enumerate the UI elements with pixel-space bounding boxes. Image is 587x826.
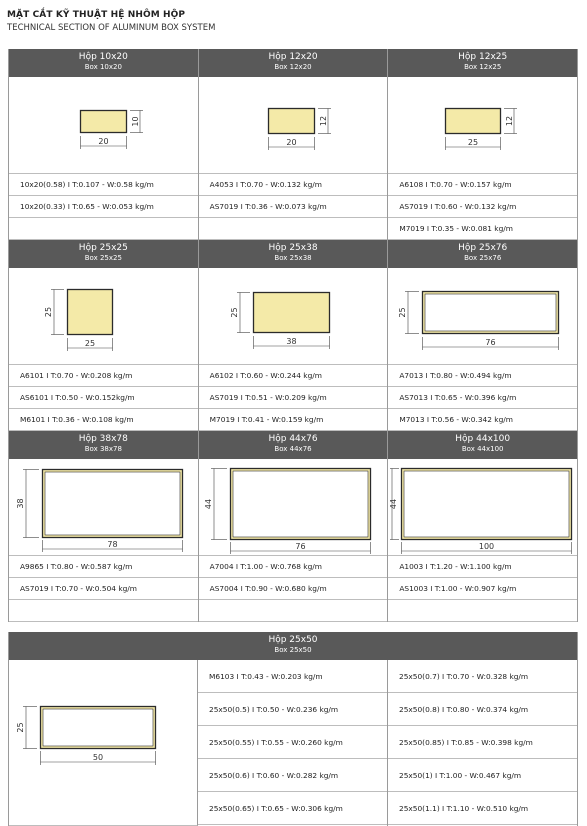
profile-svg xyxy=(388,268,577,365)
profile-drawing xyxy=(9,660,198,826)
dim-width-label: 20 xyxy=(98,137,109,146)
card-subtitle: Box 44x76 xyxy=(274,445,312,453)
profile-svg xyxy=(199,268,388,365)
dim-width-label: 50 xyxy=(92,753,104,762)
profile-rect xyxy=(253,293,329,333)
card-subtitle: Box 25x50 xyxy=(274,646,312,654)
spec-row: 25x50(1.1) I T:1.10 - W:0.510 kg/m xyxy=(388,792,577,825)
profile-drawing xyxy=(388,268,577,365)
profile-svg xyxy=(9,77,198,174)
section-box-25x50 xyxy=(8,632,578,826)
profile-svg xyxy=(9,459,198,556)
card-header xyxy=(199,240,388,268)
spec-row xyxy=(9,600,198,622)
card-subtitle: Box 25x38 xyxy=(274,254,312,262)
card-subtitle: Box 12x20 xyxy=(274,63,312,71)
spec-row xyxy=(9,218,198,240)
dim-width-label: 20 xyxy=(286,138,297,147)
card-title: Hộp 10x20 xyxy=(78,52,128,62)
spec-row: A4053 I T:0.70 - W:0.132 kg/m xyxy=(199,174,388,196)
dim-width-label: 100 xyxy=(479,542,495,551)
profile-svg xyxy=(388,77,577,174)
card-title: Hộp 25x50 xyxy=(268,635,318,645)
profile-drawing xyxy=(388,459,577,556)
card-title: Hộp 44x100 xyxy=(455,434,511,444)
card-title: Hộp 25x25 xyxy=(78,243,128,253)
page-title: MẶT CẮT KỸ THUẬT HỆ NHÔM HỘP xyxy=(7,10,186,20)
profile-rect xyxy=(446,109,501,134)
dim-height-label: 12 xyxy=(505,115,515,127)
spec-row: A7013 I T:0.80 - W:0.494 kg/m xyxy=(388,365,577,387)
spec-row xyxy=(199,600,388,622)
dim-height-label: 44 xyxy=(203,498,213,510)
spec-row: M6103 I T:0.43 - W:0.203 kg/m xyxy=(198,660,387,693)
card-title: Hộp 12x25 xyxy=(458,52,508,62)
spec-row: A6101 I T:0.70 - W:0.208 kg/m xyxy=(9,365,198,387)
spec-row: 25x50(0.55) I T:0.55 - W:0.260 kg/m xyxy=(198,726,387,759)
spec-row: 10x20(0.58) I T:0.107 - W:0.58 kg/m xyxy=(9,174,198,196)
spec-row: 25x50(1) I T:1.00 - W:0.467 kg/m xyxy=(388,759,577,792)
spec-row: 25x50(0.8) I T:0.80 - W:0.374 kg/m xyxy=(388,693,577,726)
profile-drawing xyxy=(9,459,198,556)
card-header xyxy=(388,240,577,268)
spec-row: AS7019 I T:0.51 - W:0.209 kg/m xyxy=(199,387,388,409)
spec-row: A1003 I T:1.20 - W:1.100 kg/m xyxy=(388,556,577,578)
card-subtitle: Box 10x20 xyxy=(84,63,122,71)
card-subtitle: Box 44x100 xyxy=(461,445,504,453)
spec-row: AS6101 I T:0.50 - W:0.152kg/m xyxy=(9,387,198,409)
spec-row: A6102 I T:0.60 - W:0.244 kg/m xyxy=(199,365,388,387)
card-title: Hộp 44x76 xyxy=(268,434,318,444)
dim-width-label: 38 xyxy=(286,337,297,346)
card-title: Hộp 25x38 xyxy=(268,243,318,253)
dim-width-label: 76 xyxy=(295,542,306,551)
profile-svg xyxy=(9,660,198,826)
profile-rect xyxy=(68,290,113,335)
spec-row xyxy=(388,600,577,622)
spec-row: AS7019 I T:0.36 - W:0.073 kg/m xyxy=(199,196,388,218)
page-subtitle: TECHNICAL SECTION OF ALUMINUM BOX SYSTEM xyxy=(7,23,216,33)
spec-card-12x20 xyxy=(199,49,389,240)
spec-row: AS7013 I T:0.65 - W:0.396 kg/m xyxy=(388,387,577,409)
section-large-boxes xyxy=(8,431,578,622)
card-header xyxy=(9,240,198,268)
dim-height-label: 25 xyxy=(398,307,408,318)
profile-drawing xyxy=(199,459,388,556)
spec-row: 25x50(0.5) I T:0.50 - W:0.236 kg/m xyxy=(198,693,387,726)
profile-drawing xyxy=(9,268,198,365)
card-subtitle: Box 25x25 xyxy=(84,254,122,262)
card-header xyxy=(9,431,198,459)
dim-height-label: 12 xyxy=(318,115,328,127)
spec-card-25x76 xyxy=(388,240,578,431)
profile-svg xyxy=(9,268,198,365)
spec-card-10x20 xyxy=(8,49,199,240)
dim-height-label: 25 xyxy=(16,722,25,733)
spec-row: M7013 I T:0.56 - W:0.342 kg/m xyxy=(388,409,577,431)
profile-rect xyxy=(81,111,127,133)
profile-drawing xyxy=(9,77,198,174)
dim-height-label: 10 xyxy=(131,116,140,127)
card-header xyxy=(199,431,388,459)
spec-card-44x100 xyxy=(388,431,578,622)
spec-row: M7019 I T:0.35 - W:0.081 kg/m xyxy=(388,218,577,240)
spec-row: 10x20(0.33) I T:0.65 - W:0.053 kg/m xyxy=(9,196,198,218)
section-medium-boxes xyxy=(8,240,578,431)
dim-width-label: 78 xyxy=(107,540,118,549)
dim-width-label: 76 xyxy=(485,338,496,347)
profile-svg xyxy=(199,459,388,556)
spec-card-38x78 xyxy=(8,431,199,622)
spec-row: 25x50(0.65) I T:0.65 - W:0.306 kg/m xyxy=(198,792,387,825)
card-title: Hộp 12x20 xyxy=(268,52,318,62)
spec-row xyxy=(199,218,388,240)
spec-row: A7004 I T:1.00 - W:0.768 kg/m xyxy=(199,556,388,578)
spec-row: A6108 I T:0.70 - W:0.157 kg/m xyxy=(388,174,577,196)
profile-drawing xyxy=(199,268,388,365)
card-header xyxy=(9,632,577,660)
profile-drawing xyxy=(199,77,388,174)
card-title: Hộp 25x76 xyxy=(458,243,508,253)
dim-width-label: 25 xyxy=(468,138,479,147)
profile-rect xyxy=(268,109,314,134)
spec-row: 25x50(0.7) I T:0.70 - W:0.328 kg/m xyxy=(388,660,577,693)
card-header xyxy=(9,49,198,77)
dim-height-label: 25 xyxy=(44,306,53,318)
profile-svg xyxy=(388,459,577,556)
spec-card-25x25 xyxy=(8,240,199,431)
dim-height-label: 25 xyxy=(229,307,239,318)
section-gap xyxy=(8,622,578,632)
spec-card-44x76 xyxy=(199,431,389,622)
dim-height-label: 38 xyxy=(16,498,25,509)
card-subtitle: Box 38x78 xyxy=(84,445,122,453)
spec-sheet xyxy=(8,49,578,826)
card-title: Hộp 38x78 xyxy=(78,434,128,444)
dim-width-label: 25 xyxy=(84,339,96,348)
spec-row: A9865 I T:0.80 - W:0.587 kg/m xyxy=(9,556,198,578)
card-subtitle: Box 25x76 xyxy=(464,254,502,262)
big-body xyxy=(9,660,577,826)
profile-svg xyxy=(199,77,388,174)
card-header xyxy=(388,431,577,459)
spec-row: AS7019 I T:0.60 - W:0.132 kg/m xyxy=(388,196,577,218)
spec-row: 25x50(0.85) I T:0.85 - W:0.398 kg/m xyxy=(388,726,577,759)
section-small-boxes xyxy=(8,49,578,240)
spec-row: AS7004 I T:0.90 - W:0.680 kg/m xyxy=(199,578,388,600)
spec-card-25x38 xyxy=(199,240,389,431)
spec-row: AS7019 I T:0.70 - W:0.504 kg/m xyxy=(9,578,198,600)
spec-row: 25x50(0.6) I T:0.60 - W:0.282 kg/m xyxy=(198,759,387,792)
spec-row: M6101 I T:0.36 - W:0.108 kg/m xyxy=(9,409,198,431)
card-header xyxy=(199,49,388,77)
spec-row: M7019 I T:0.41 - W:0.159 kg/m xyxy=(199,409,388,431)
dim-height-label: 44 xyxy=(389,498,399,510)
card-header xyxy=(388,49,577,77)
spec-card-12x25 xyxy=(388,49,578,240)
spec-row: AS1003 I T:1.00 - W:0.907 kg/m xyxy=(388,578,577,600)
spec-column-1 xyxy=(198,660,388,826)
card-subtitle: Box 12x25 xyxy=(464,63,502,71)
spec-column-2 xyxy=(388,660,577,826)
profile-drawing xyxy=(388,77,577,174)
